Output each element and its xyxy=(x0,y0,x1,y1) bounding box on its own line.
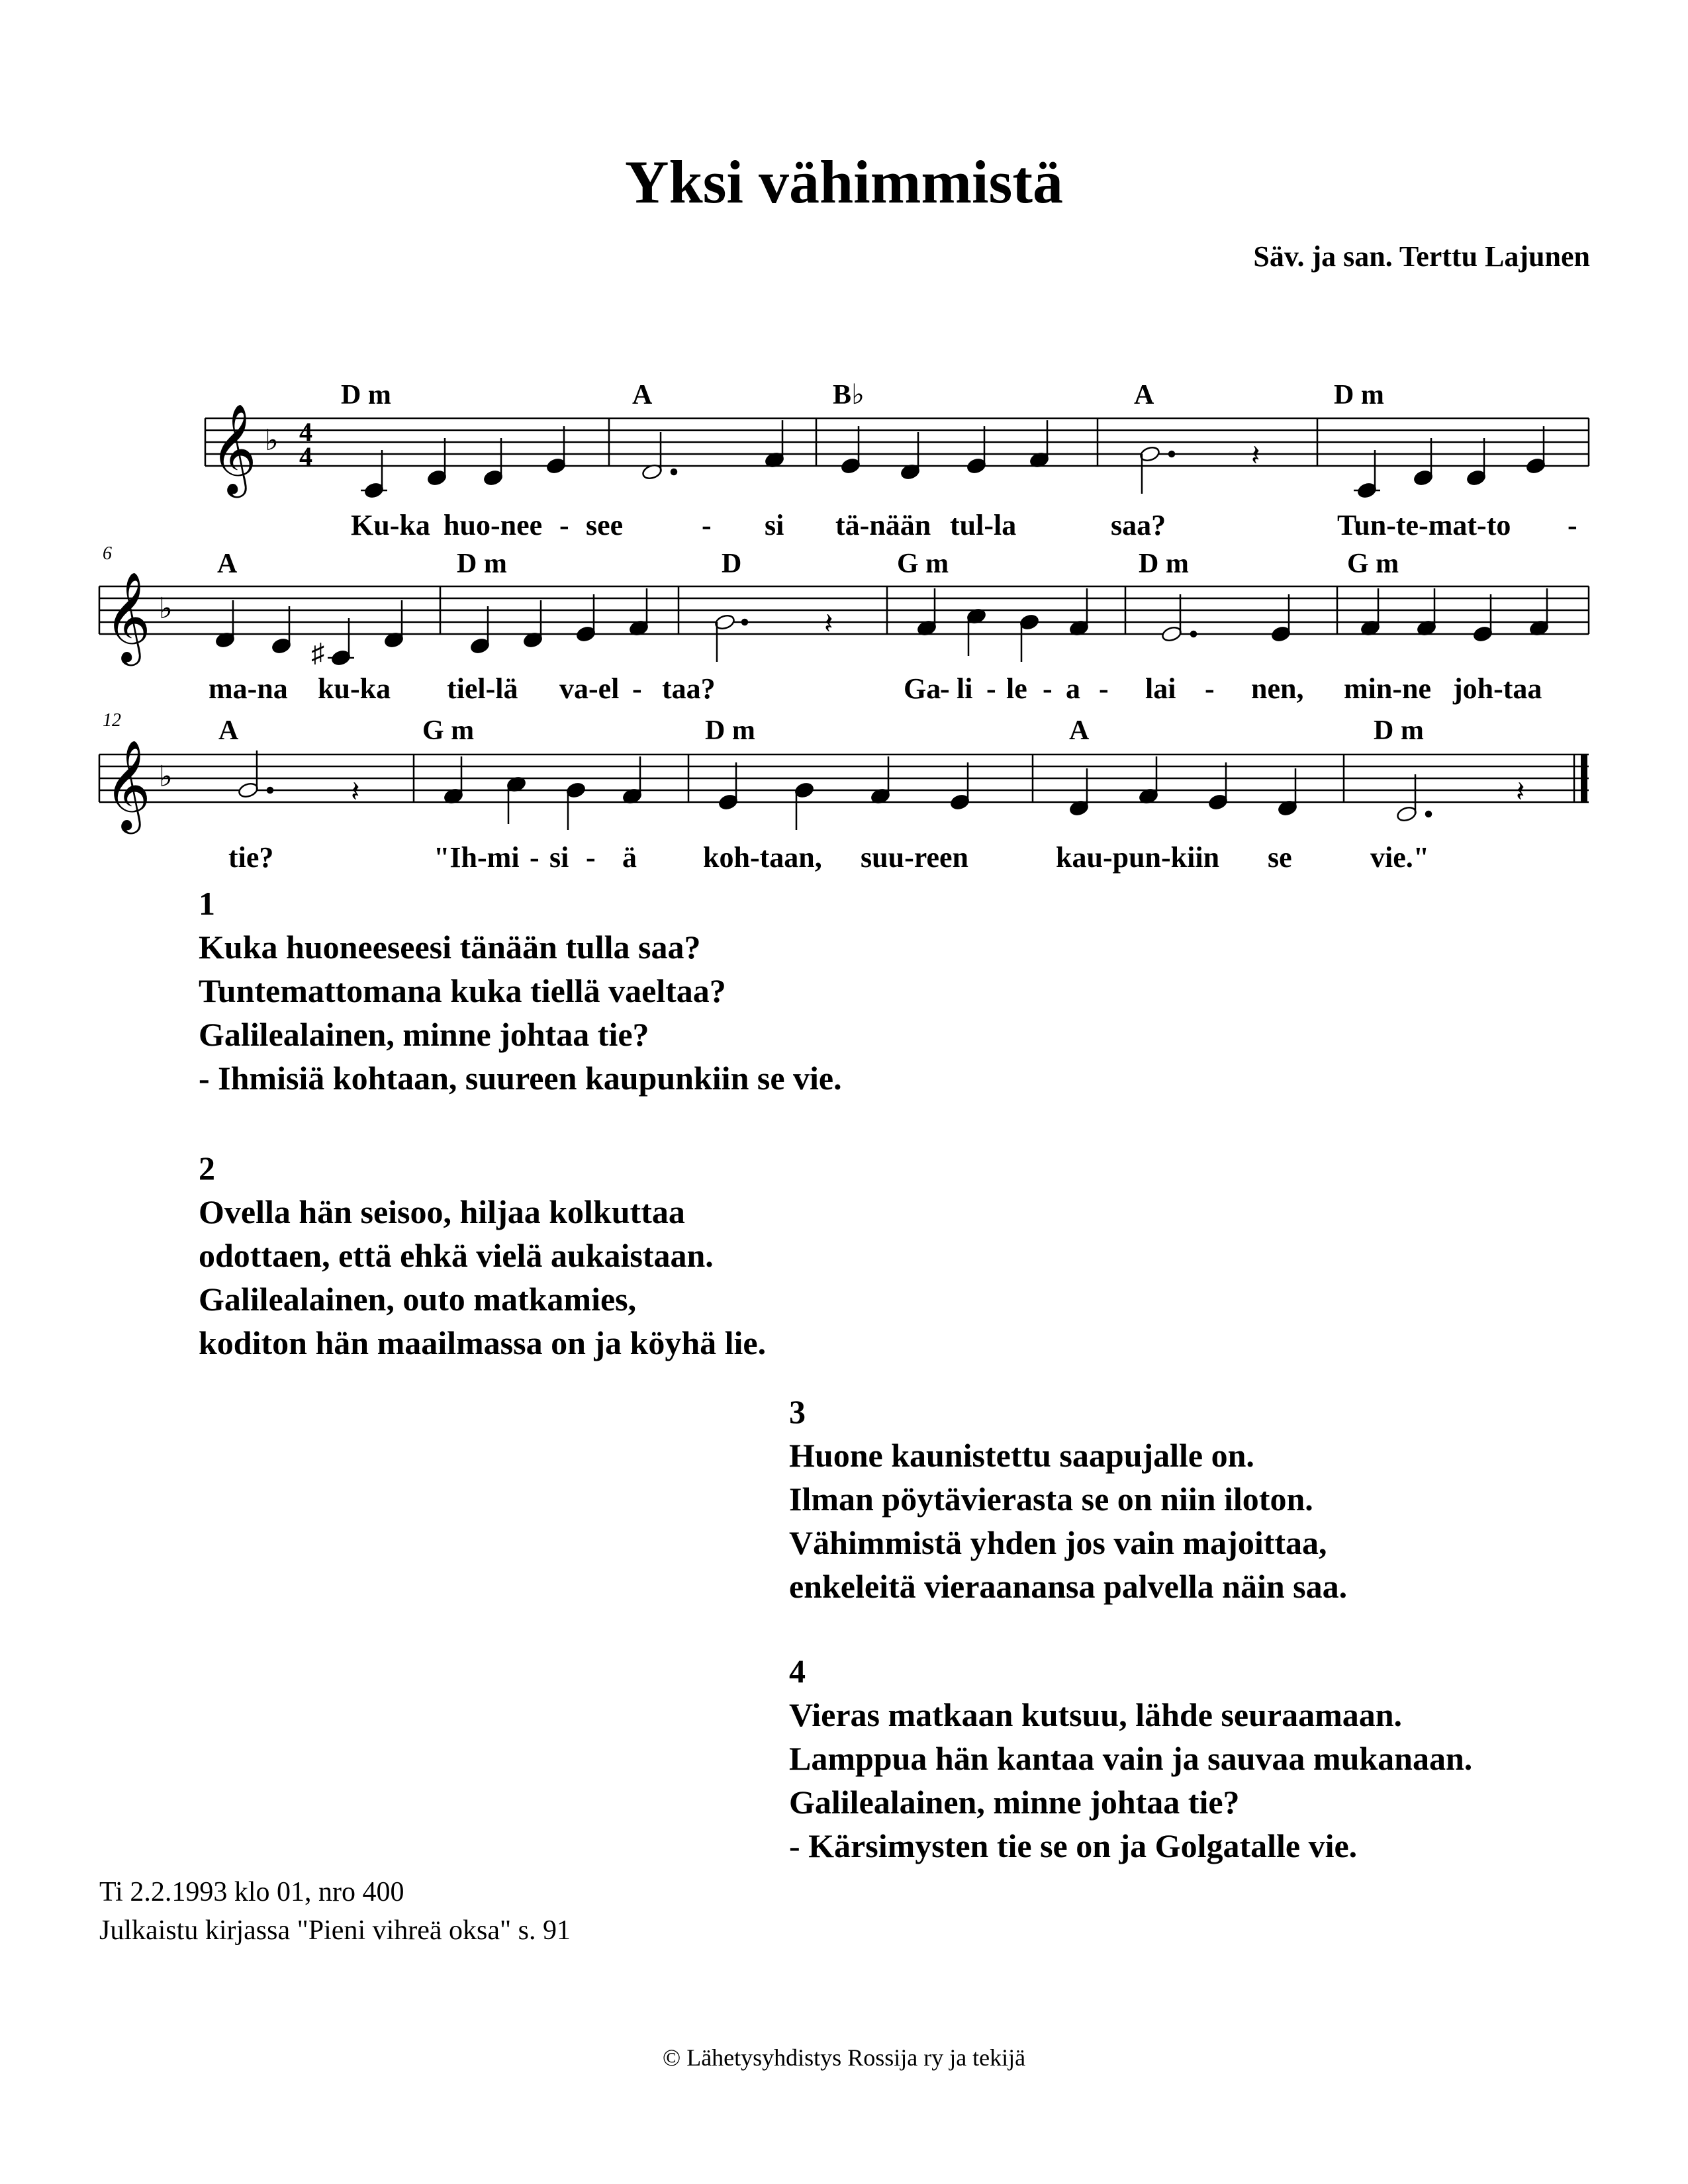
measure-number: 6 xyxy=(103,543,112,564)
lyric-syllable: Ga xyxy=(904,672,941,705)
verse-number: 3 xyxy=(789,1393,806,1430)
final-barline xyxy=(1581,754,1587,802)
notes-measure-13 xyxy=(444,756,643,830)
chord-symbol: D xyxy=(722,549,742,579)
treble-clef-icon: 𝄞 xyxy=(105,742,151,829)
measure-number: 12 xyxy=(103,710,121,731)
lyric-syllable: a xyxy=(1066,672,1080,705)
lyric-syllable: lai xyxy=(1145,672,1176,705)
verse-line: Ovella hän seisoo, hiljaa kolkuttaa xyxy=(199,1193,685,1230)
publication-info xyxy=(99,1873,571,1950)
chord-symbol: A xyxy=(1134,380,1154,410)
lyric-syllable: ku-ka xyxy=(318,672,391,705)
lyric-syllable: - xyxy=(1568,509,1577,541)
quarter-rest-icon: 𝄽 xyxy=(1251,439,1260,472)
treble-clef-icon: 𝄞 xyxy=(211,406,257,492)
chord-symbol: D m xyxy=(1139,549,1189,579)
verse-line: - Ihmisiä kohtaan, suureen kaupunkiin se vie. xyxy=(199,1060,842,1097)
notes-measure-3 xyxy=(841,420,1050,480)
chord-symbol: A xyxy=(1069,715,1090,746)
quarter-rest-icon: 𝄽 xyxy=(351,776,360,808)
lyric-syllable: koh-taan, xyxy=(703,841,822,874)
lyric-syllable: suu-reen xyxy=(861,841,968,874)
verse-number: 1 xyxy=(199,885,215,922)
notes-measure-5 xyxy=(1354,426,1546,499)
flat-key-signature-icon: ♭ xyxy=(159,760,173,793)
chord-symbol: A xyxy=(632,380,653,410)
lyric-syllable: joh-taa xyxy=(1453,672,1542,705)
verse-line: enkeleitä vieraanansa palvella näin saa. xyxy=(789,1568,1348,1605)
staff-system-2 xyxy=(99,543,1589,705)
verse-line: Galilealainen, outo matkamies, xyxy=(199,1281,637,1318)
lyric-syllable: si xyxy=(549,841,569,874)
verse-number: 2 xyxy=(199,1150,215,1187)
lyric-syllable: - xyxy=(586,841,596,874)
verse-number: 4 xyxy=(789,1653,806,1690)
lyric-syllable: see xyxy=(586,509,624,541)
verse-1 xyxy=(199,882,842,1100)
chord-symbol: A xyxy=(217,549,238,579)
lyric-syllable: se xyxy=(1268,841,1292,874)
notes-measure-2 xyxy=(641,420,785,480)
lyric-syllable: huo-nee xyxy=(444,509,543,541)
lyric-syllable: - xyxy=(1043,672,1053,705)
time-signature: 4 xyxy=(299,417,312,447)
chord-symbol: D m xyxy=(457,549,507,579)
notes-measure-1 xyxy=(361,426,566,499)
published-line: Julkaistu kirjassa "Pieni vihreä oksa" s. 91 xyxy=(99,1915,571,1946)
chord-symbol: B♭ xyxy=(833,380,865,410)
notes-measure-14 xyxy=(718,756,970,830)
verse-3 xyxy=(789,1390,1347,1608)
staff-system-3 xyxy=(99,710,1589,874)
notes-measure-15 xyxy=(1069,756,1298,817)
verse-line: odottaen, että ehkä vielä aukaistaan. xyxy=(199,1237,714,1274)
verse-line: Kuka huoneeseesi tänään tulla saa? xyxy=(199,929,701,966)
verse-4 xyxy=(789,1649,1472,1868)
lyric-syllable: saa? xyxy=(1111,509,1166,541)
chord-symbol: D m xyxy=(1374,715,1424,746)
verse-line: Vieras matkaan kutsuu, lähde seuraamaan. xyxy=(789,1696,1403,1733)
lyric-syllable: - xyxy=(530,841,539,874)
lyric-syllable: - xyxy=(986,672,996,705)
verse-line: - Kärsimysten tie se on ja Golgatalle vie. xyxy=(789,1827,1358,1864)
date-line: Ti 2.2.1993 klo 01, nro 400 xyxy=(99,1877,404,1907)
lyric-syllable: si xyxy=(765,509,784,541)
verse-line: Galilealainen, minne johtaa tie? xyxy=(199,1016,649,1053)
lyric-syllable: - xyxy=(559,509,569,541)
verse-line: koditon hän maailmassa on ja köyhä lie. xyxy=(199,1324,767,1361)
lyric-syllable: ma-na xyxy=(209,672,288,705)
lyric-syllable: Ku-ka xyxy=(351,509,430,541)
lyric-syllable: - xyxy=(1205,672,1215,705)
lyric-syllable: - xyxy=(1099,672,1109,705)
chord-symbol: G m xyxy=(422,715,475,746)
lyric-syllable: va-el xyxy=(559,672,620,705)
lyric-syllable: min-ne xyxy=(1344,672,1431,705)
verse-line: Lamppua hän kantaa vain ja sauvaa mukanaan. xyxy=(789,1740,1473,1777)
chord-symbol: D m xyxy=(705,715,755,746)
lyric-syllable: tä-nään xyxy=(835,509,931,541)
chord-symbol: A xyxy=(218,715,239,746)
chord-symbol: G m xyxy=(897,549,949,579)
verse-line: Tuntemattomana kuka tiellä vaeltaa? xyxy=(199,972,726,1009)
lyric-syllable: Tun-te-mat-to xyxy=(1337,509,1511,541)
quarter-rest-icon: 𝄽 xyxy=(824,608,833,640)
svg-text:♯: ♯ xyxy=(311,638,324,668)
lyric-syllable: nen, xyxy=(1251,672,1304,705)
lyric-syllable: - xyxy=(702,509,712,541)
copyright-notice: © Lähetysyhdistys Rossija ry ja tekijä xyxy=(662,2044,1026,2071)
lyric-syllable: "Ih-mi xyxy=(434,841,520,874)
composer-credit: Säv. ja san. Terttu Lajunen xyxy=(1253,240,1590,273)
notes-measure-16 xyxy=(1396,774,1525,823)
quarter-rest-icon: 𝄽 xyxy=(1516,776,1525,808)
verse-line: Galilealainen, minne johtaa tie? xyxy=(789,1784,1240,1821)
song-title: Yksi vähimmistä xyxy=(625,148,1063,216)
verse-line: Huone kaunistettu saapujalle on. xyxy=(789,1437,1254,1474)
flat-key-signature-icon: ♭ xyxy=(265,424,279,457)
lyric-syllable: tie? xyxy=(228,841,274,874)
flat-key-signature-icon: ♭ xyxy=(159,592,173,625)
lyric-syllable: tul-la xyxy=(950,509,1017,541)
time-signature: 4 xyxy=(299,441,312,471)
sheet-music xyxy=(0,0,1688,880)
verse-2 xyxy=(199,1146,766,1365)
lyric-syllable: taa? xyxy=(662,672,716,705)
verse-line: Ilman pöytävierasta se on niin iloton. xyxy=(789,1480,1313,1518)
lyric-syllable: kau-pun-kiin xyxy=(1056,841,1220,874)
lyric-syllable: tiel-lä xyxy=(447,672,518,705)
verse-line: Vähimmistä yhden jos vain majoittaa, xyxy=(789,1524,1327,1561)
lyric-syllable: le xyxy=(1006,672,1027,705)
treble-clef-icon: 𝄞 xyxy=(105,574,151,660)
chord-symbol: G m xyxy=(1347,549,1399,579)
chord-symbol: D m xyxy=(1334,380,1384,410)
lyric-syllable: ä xyxy=(622,841,637,874)
lyric-syllable: - xyxy=(632,672,642,705)
notes-measure-10 xyxy=(1161,594,1291,643)
notes-measure-9 xyxy=(917,588,1090,662)
notes-measure-12 xyxy=(238,751,360,808)
lyric-syllable: - xyxy=(940,672,950,705)
chord-symbol: D m xyxy=(341,380,391,410)
lyric-syllable: vie." xyxy=(1370,841,1430,874)
lyric-syllable: li xyxy=(957,672,973,705)
staff-system-1 xyxy=(205,380,1589,541)
